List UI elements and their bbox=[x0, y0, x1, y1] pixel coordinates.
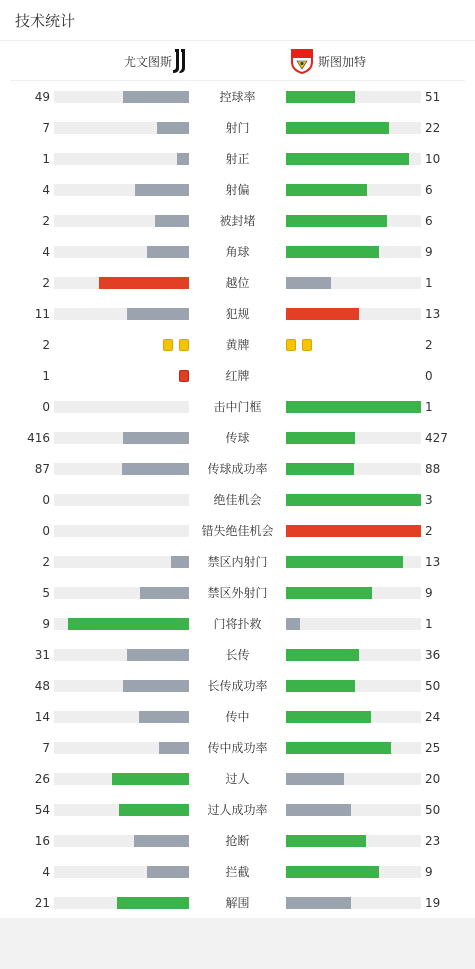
stat-row bbox=[0, 366, 475, 386]
home-value: 9 bbox=[42, 617, 50, 631]
stat-label: 传球成功率 bbox=[207, 462, 268, 476]
away-bar-fill bbox=[286, 618, 300, 630]
away-value: 13 bbox=[425, 555, 441, 569]
stat-label: 传中 bbox=[225, 710, 250, 724]
away-bar-fill bbox=[286, 153, 409, 165]
stat-row bbox=[0, 645, 475, 665]
home-value: 2 bbox=[42, 338, 50, 352]
home-value: 49 bbox=[34, 90, 50, 104]
home-bar-track bbox=[54, 401, 189, 413]
home-bar-track bbox=[54, 587, 189, 599]
away-bar-track bbox=[286, 587, 421, 599]
stat-label: 射正 bbox=[225, 152, 250, 166]
away-value: 9 bbox=[425, 245, 433, 259]
away-value: 50 bbox=[425, 679, 441, 693]
away-value: 10 bbox=[425, 152, 441, 166]
away-bar-track bbox=[286, 773, 421, 785]
away-bar-fill bbox=[286, 556, 403, 568]
home-value: 5 bbox=[42, 586, 50, 600]
stat-row bbox=[0, 242, 475, 262]
away-bar-track bbox=[286, 91, 421, 103]
home-value: 4 bbox=[42, 245, 50, 259]
red-card-icon bbox=[179, 370, 189, 382]
stat-label: 射门 bbox=[225, 121, 250, 135]
stat-row bbox=[0, 118, 475, 138]
away-value: 50 bbox=[425, 803, 441, 817]
home-value: 2 bbox=[42, 555, 50, 569]
away-value: 88 bbox=[425, 462, 441, 476]
stat-label: 被封堵 bbox=[219, 214, 256, 228]
home-bar-fill bbox=[155, 215, 189, 227]
home-bar-track bbox=[54, 618, 189, 630]
stat-label: 禁区内射门 bbox=[207, 555, 268, 569]
home-bar-fill bbox=[159, 742, 189, 754]
away-bar-track bbox=[286, 246, 421, 258]
home-value: 2 bbox=[42, 214, 50, 228]
away-value: 1 bbox=[425, 276, 433, 290]
stat-label: 击中门框 bbox=[213, 400, 262, 414]
stat-row bbox=[0, 831, 475, 851]
away-value: 6 bbox=[425, 183, 433, 197]
stat-label: 过人成功率 bbox=[207, 803, 268, 817]
home-value: 87 bbox=[34, 462, 50, 476]
home-bar-fill bbox=[127, 308, 189, 320]
away-value: 6 bbox=[425, 214, 433, 228]
away-bar-fill bbox=[286, 680, 355, 692]
home-bar-track bbox=[54, 91, 189, 103]
away-value: 3 bbox=[425, 493, 433, 507]
away-bar-track bbox=[286, 649, 421, 661]
away-bar-fill bbox=[286, 308, 359, 320]
away-bar-track bbox=[286, 463, 421, 475]
stat-row bbox=[0, 583, 475, 603]
home-bar-fill bbox=[119, 804, 189, 816]
home-bar-track bbox=[54, 897, 189, 909]
away-value: 19 bbox=[425, 896, 441, 910]
stuttgart-logo-icon bbox=[290, 48, 314, 74]
stat-label: 黄牌 bbox=[225, 338, 250, 352]
home-bar-fill bbox=[135, 184, 189, 196]
stat-row bbox=[0, 149, 475, 169]
home-value: 21 bbox=[34, 896, 50, 910]
away-bar-track bbox=[286, 680, 421, 692]
away-bar-fill bbox=[286, 742, 391, 754]
stat-label: 红牌 bbox=[225, 369, 250, 383]
away-bar-track bbox=[286, 432, 421, 444]
home-bar-track bbox=[54, 680, 189, 692]
away-bar-track bbox=[286, 153, 421, 165]
away-bar-track bbox=[286, 866, 421, 878]
away-bar-fill bbox=[286, 649, 359, 661]
home-value: 416 bbox=[27, 431, 50, 445]
home-bar-track bbox=[54, 556, 189, 568]
stat-label: 射偏 bbox=[225, 183, 250, 197]
away-bar-track bbox=[286, 742, 421, 754]
away-bar-fill bbox=[286, 773, 344, 785]
yellow-card-icon bbox=[286, 339, 296, 351]
home-bar-track bbox=[54, 463, 189, 475]
home-value: 0 bbox=[42, 524, 50, 538]
stat-label: 绝佳机会 bbox=[213, 493, 262, 507]
home-bar-fill bbox=[134, 835, 189, 847]
home-value: 54 bbox=[34, 803, 50, 817]
home-bar-track bbox=[54, 277, 189, 289]
stat-label: 角球 bbox=[225, 245, 250, 259]
page-title: 技术统计 bbox=[15, 12, 76, 30]
away-bar-fill bbox=[286, 401, 421, 413]
home-bar-fill bbox=[139, 711, 189, 723]
away-value: 9 bbox=[425, 865, 433, 879]
home-bar-track bbox=[54, 122, 189, 134]
stat-row bbox=[0, 273, 475, 293]
home-value: 4 bbox=[42, 183, 50, 197]
stat-row bbox=[0, 335, 475, 355]
home-bar-track bbox=[54, 153, 189, 165]
yellow-card-icon bbox=[179, 339, 189, 351]
away-bar-fill bbox=[286, 835, 366, 847]
away-bar-track bbox=[286, 494, 421, 506]
home-bar-fill bbox=[112, 773, 189, 785]
home-value: 4 bbox=[42, 865, 50, 879]
away-bar-track bbox=[286, 618, 421, 630]
home-value: 26 bbox=[34, 772, 50, 786]
away-value: 25 bbox=[425, 741, 441, 755]
away-bar-track bbox=[286, 804, 421, 816]
home-bar-fill bbox=[147, 866, 189, 878]
home-bar-fill bbox=[157, 122, 189, 134]
stat-row bbox=[0, 862, 475, 882]
stat-label: 控球率 bbox=[219, 90, 256, 104]
home-value: 7 bbox=[42, 741, 50, 755]
yellow-card-icon bbox=[302, 339, 312, 351]
away-value: 1 bbox=[425, 400, 433, 414]
away-bar-track bbox=[286, 525, 421, 537]
home-bar-track bbox=[54, 215, 189, 227]
away-bar-track bbox=[286, 184, 421, 196]
home-bar-fill bbox=[127, 649, 189, 661]
home-value: 1 bbox=[42, 152, 50, 166]
home-value: 14 bbox=[34, 710, 50, 724]
stat-row bbox=[0, 738, 475, 758]
home-bar-fill bbox=[117, 897, 189, 909]
away-value: 427 bbox=[425, 431, 448, 445]
stat-label: 门将扑救 bbox=[213, 617, 262, 631]
stat-label: 传球 bbox=[225, 431, 250, 445]
away-bar-track bbox=[286, 711, 421, 723]
home-bar-fill bbox=[171, 556, 189, 568]
stat-label: 长传 bbox=[225, 648, 250, 662]
away-value: 2 bbox=[425, 524, 433, 538]
home-value: 7 bbox=[42, 121, 50, 135]
away-bar-track bbox=[286, 556, 421, 568]
home-bar-track bbox=[54, 432, 189, 444]
away-bar-track bbox=[286, 215, 421, 227]
home-bar-track bbox=[54, 742, 189, 754]
away-bar-fill bbox=[286, 897, 351, 909]
away-bar-track bbox=[286, 308, 421, 320]
home-bar-fill bbox=[122, 463, 190, 475]
home-value: 16 bbox=[34, 834, 50, 848]
home-bar-track bbox=[54, 804, 189, 816]
stat-row bbox=[0, 490, 475, 510]
home-value: 2 bbox=[42, 276, 50, 290]
home-bar-track bbox=[54, 308, 189, 320]
away-value: 0 bbox=[425, 369, 433, 383]
stat-label: 抢断 bbox=[225, 834, 250, 848]
stat-label: 犯规 bbox=[225, 307, 250, 321]
home-value: 48 bbox=[34, 679, 50, 693]
stat-row bbox=[0, 211, 475, 231]
stat-row bbox=[0, 800, 475, 820]
home-bar-track bbox=[54, 494, 189, 506]
away-bar-fill bbox=[286, 91, 355, 103]
stat-row bbox=[0, 707, 475, 727]
stat-row bbox=[0, 397, 475, 417]
stat-label: 过人 bbox=[225, 772, 250, 786]
juventus-logo-icon bbox=[170, 48, 190, 74]
away-bar-fill bbox=[286, 277, 331, 289]
away-bar-fill bbox=[286, 866, 379, 878]
stat-label: 长传成功率 bbox=[207, 679, 268, 693]
away-value: 9 bbox=[425, 586, 433, 600]
stat-row bbox=[0, 893, 475, 913]
stat-label: 越位 bbox=[225, 276, 250, 290]
home-bar-fill bbox=[123, 680, 189, 692]
away-value: 36 bbox=[425, 648, 441, 662]
stat-row bbox=[0, 459, 475, 479]
home-bar-track bbox=[54, 773, 189, 785]
home-bar-fill bbox=[99, 277, 189, 289]
home-bar-track bbox=[54, 835, 189, 847]
yellow-card-icon bbox=[163, 339, 173, 351]
stat-row bbox=[0, 428, 475, 448]
away-bar-fill bbox=[286, 246, 379, 258]
stat-row bbox=[0, 180, 475, 200]
away-value: 1 bbox=[425, 617, 433, 631]
stat-row bbox=[0, 304, 475, 324]
away-bar-track bbox=[286, 835, 421, 847]
home-bar-track bbox=[54, 866, 189, 878]
home-value: 31 bbox=[34, 648, 50, 662]
home-team-name: 尤文图斯 bbox=[123, 55, 172, 69]
home-bar-fill bbox=[123, 432, 189, 444]
away-bar-track bbox=[286, 401, 421, 413]
home-bar-track bbox=[54, 649, 189, 661]
home-bar-fill bbox=[123, 91, 189, 103]
away-bar-fill bbox=[286, 215, 387, 227]
stat-row bbox=[0, 769, 475, 789]
away-value: 23 bbox=[425, 834, 441, 848]
teams-header bbox=[10, 41, 465, 81]
stat-label: 传中成功率 bbox=[207, 741, 268, 755]
away-bar-fill bbox=[286, 804, 351, 816]
home-bar-track bbox=[54, 246, 189, 258]
away-bar-track bbox=[286, 122, 421, 134]
stat-label: 解围 bbox=[225, 896, 250, 910]
away-bar-fill bbox=[286, 494, 421, 506]
home-bar-fill bbox=[147, 246, 189, 258]
away-bar-fill bbox=[286, 184, 367, 196]
away-value: 22 bbox=[425, 121, 441, 135]
home-value: 11 bbox=[34, 307, 50, 321]
home-bar-track bbox=[54, 711, 189, 723]
home-bar-fill bbox=[68, 618, 190, 630]
away-bar-fill bbox=[286, 463, 354, 475]
away-bar-fill bbox=[286, 122, 389, 134]
away-bar-fill bbox=[286, 587, 372, 599]
stat-label: 禁区外射门 bbox=[207, 586, 268, 600]
home-bar-fill bbox=[140, 587, 189, 599]
home-value: 1 bbox=[42, 369, 50, 383]
home-value: 0 bbox=[42, 493, 50, 507]
away-bar-fill bbox=[286, 525, 421, 537]
home-bar-track bbox=[54, 184, 189, 196]
home-bar-track bbox=[54, 525, 189, 537]
home-bar-fill bbox=[177, 153, 189, 165]
stat-row bbox=[0, 521, 475, 541]
stat-row bbox=[0, 676, 475, 696]
away-team-name: 斯图加特 bbox=[318, 55, 367, 69]
stat-row bbox=[0, 552, 475, 572]
away-value: 24 bbox=[425, 710, 441, 724]
away-value: 20 bbox=[425, 772, 441, 786]
stat-label: 拦截 bbox=[225, 865, 250, 879]
away-value: 13 bbox=[425, 307, 441, 321]
away-value: 51 bbox=[425, 90, 441, 104]
away-bar-track bbox=[286, 897, 421, 909]
away-bar-fill bbox=[286, 432, 355, 444]
away-value: 2 bbox=[425, 338, 433, 352]
stat-row bbox=[0, 87, 475, 107]
stat-row bbox=[0, 614, 475, 634]
away-bar-fill bbox=[286, 711, 371, 723]
home-value: 0 bbox=[42, 400, 50, 414]
stat-label: 错失绝佳机会 bbox=[201, 524, 274, 538]
away-bar-track bbox=[286, 277, 421, 289]
